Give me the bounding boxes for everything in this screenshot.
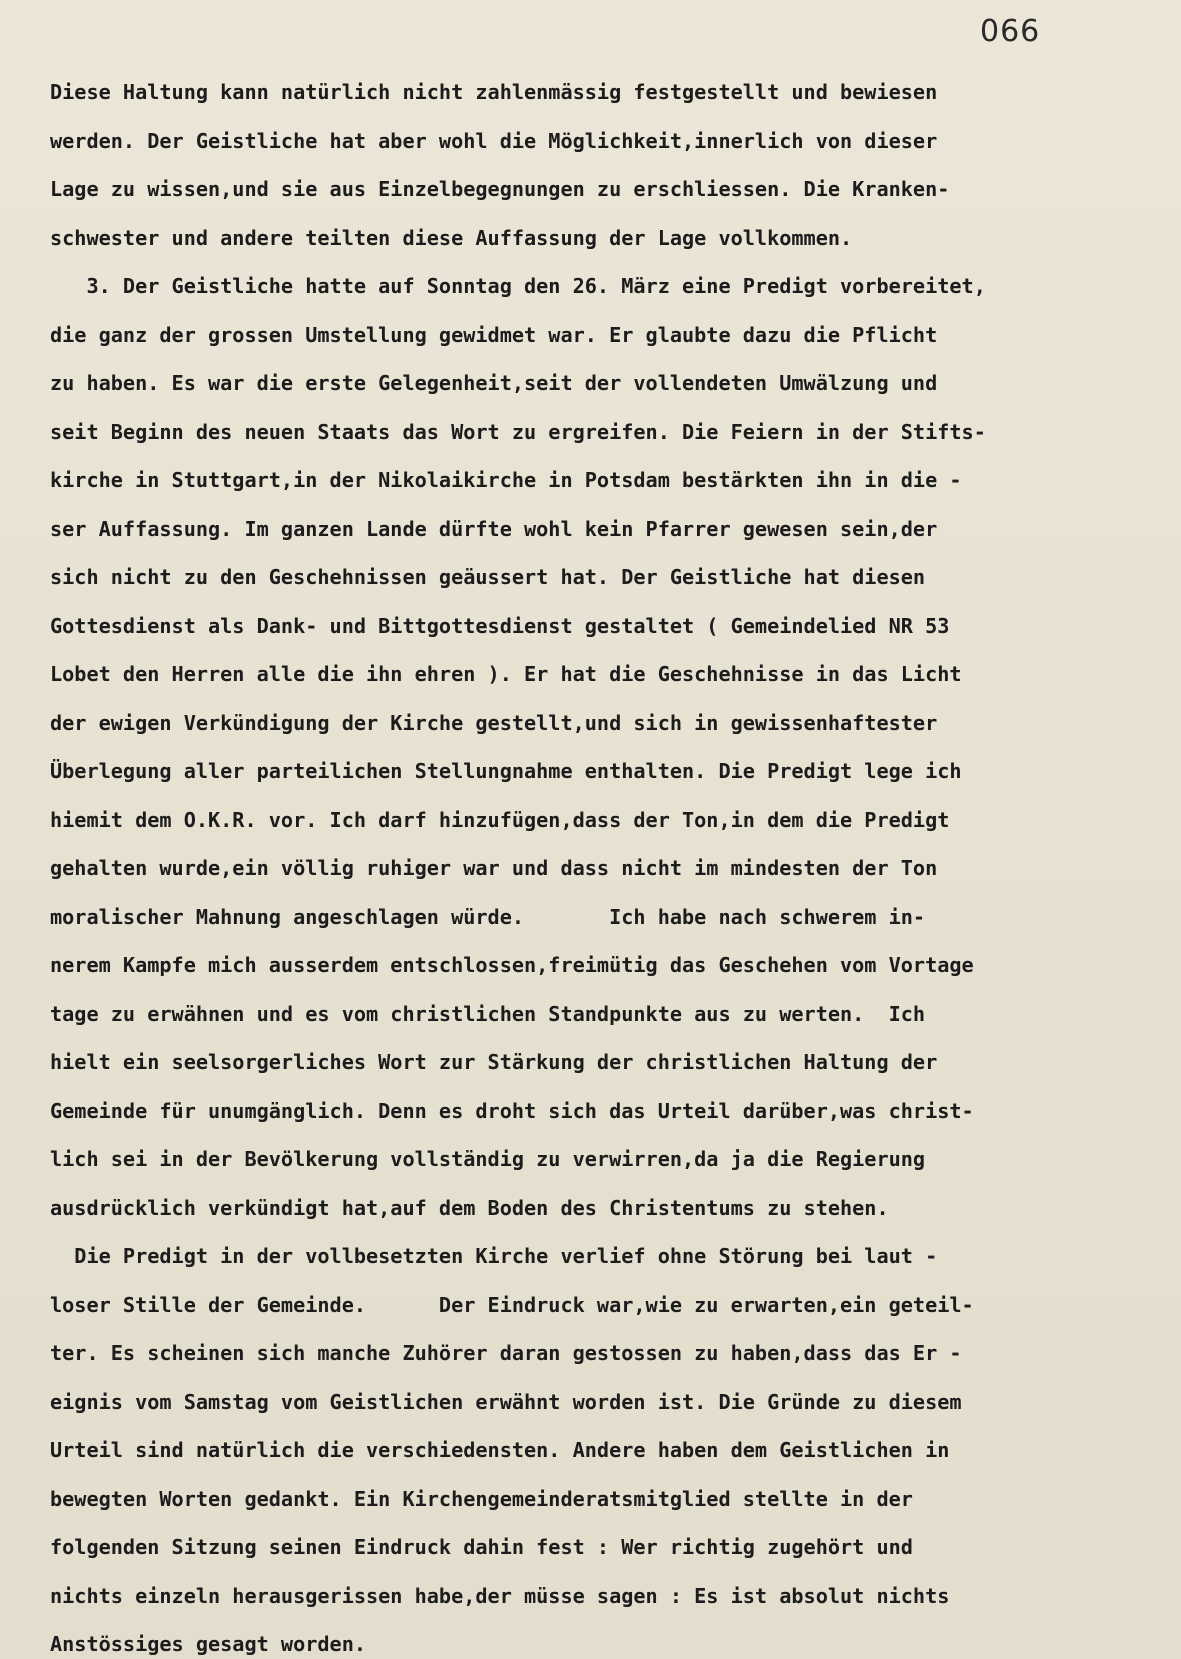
text-line: nichts einzeln herausgerissen habe,der müsse sagen : Es ist absolut nichts (50, 1583, 950, 1608)
text-line: zu haben. Es war die erste Gelegenheit,seit der vollendeten Umwälzung und (50, 371, 938, 395)
text-line: ausdrücklich verkündigt hat,auf dem Boden des Christentums zu stehen. (50, 1195, 889, 1220)
text-line: gehalten wurde,ein völlig ruhiger war und dass nicht im mindesten der Ton (50, 856, 938, 880)
text-line: tage zu erwähnen und es vom christlichen Standpunkte aus zu werten. Ich (50, 1001, 926, 1026)
text-line: seit Beginn des neuen Staats das Wort zu ergreifen. Die Feiern in der Stifts- (50, 419, 986, 444)
text-line: ter. Es scheinen sich manche Zuhörer daran gestossen zu haben,dass das Er - (50, 1341, 962, 1365)
text-line: hielt ein seelsorgerliches Wort zur Stärkung der christlichen Haltung der (50, 1050, 938, 1074)
text-line: Gottesdienst als Dank- und Bittgottesdienst gestaltet ( Gemeindelied NR 53 (50, 613, 950, 638)
text-line: nerem Kampfe mich ausserdem entschlossen,freimütig das Geschehen vom Vortage (50, 953, 974, 977)
text-line: sich nicht zu den Geschehnissen geäussert hat. Der Geistliche hat diesen (50, 565, 926, 589)
text-line: Überlegung aller parteilichen Stellungnahme enthalten. Die Predigt lege ich (50, 759, 962, 783)
text-line: lich sei in der Bevölkerung vollständig zu verwirren,da ja die Regierung (50, 1147, 926, 1171)
text-line: loser Stille der Gemeinde. Der Eindruck war,wie zu erwarten,ein geteil- (50, 1292, 974, 1317)
text-line: 3. Der Geistliche hatte auf Sonntag den 26. März eine Predigt vorbereitet, (50, 274, 986, 298)
text-line: die ganz der grossen Umstellung gewidmet war. Er glaubte dazu die Pflicht (50, 322, 938, 347)
text-line: bewegten Worten gedankt. Ein Kirchengemeinderatsmitglied stellte in der (50, 1486, 913, 1511)
text-line: hiemit dem O.K.R. vor. Ich darf hinzufügen,dass der Ton,in dem die Predigt (50, 807, 950, 832)
text-line: Gemeinde für unumgänglich. Denn es droht sich das Urteil darüber,was christ- (50, 1098, 974, 1123)
text-line: Anstössiges gesagt worden. (50, 1632, 367, 1656)
text-line: kirche in Stuttgart,in der Nikolaikirche in Potsdam bestärkten ihn in die - (50, 468, 962, 492)
text-line: werden. Der Geistliche hat aber wohl die Möglichkeit,innerlich von dieser (50, 128, 938, 153)
text-line: Diese Haltung kann natürlich nicht zahlenmässig festgestellt und bewiesen (50, 80, 938, 104)
text-line: der ewigen Verkündigung der Kirche gestellt,und sich in gewissenhaftester (50, 710, 938, 735)
text-line: folgenden Sitzung seinen Eindruck dahin fest : Wer richtig zugehört und (50, 1535, 913, 1559)
text-line: moralischer Mahnung angeschlagen würde. Ich habe nach schwerem in- (50, 904, 926, 929)
text-line: schwester und andere teilten diese Auffassung der Lage vollkommen. (50, 225, 853, 250)
text-line: Lobet den Herren alle die ihn ehren ). Er hat die Geschehnisse in das Licht (50, 662, 962, 686)
text-line: Lage zu wissen,und sie aus Einzelbegegnungen zu erschliessen. Die Kranken- (50, 177, 950, 201)
text-line: eignis vom Samstag vom Geistlichen erwähnt worden ist. Die Gründe zu diesem (50, 1389, 962, 1414)
typed-letter-body (50, 68, 1140, 1659)
page-number: 066 (980, 14, 1041, 49)
text-line: Urteil sind natürlich die verschiedensten. Andere haben dem Geistlichen in (50, 1438, 950, 1462)
text-line: ser Auffassung. Im ganzen Lande dürfte wohl kein Pfarrer gewesen sein,der (50, 516, 938, 541)
text-line: Die Predigt in der vollbesetzten Kirche verlief ohne Störung bei laut - (50, 1244, 938, 1268)
